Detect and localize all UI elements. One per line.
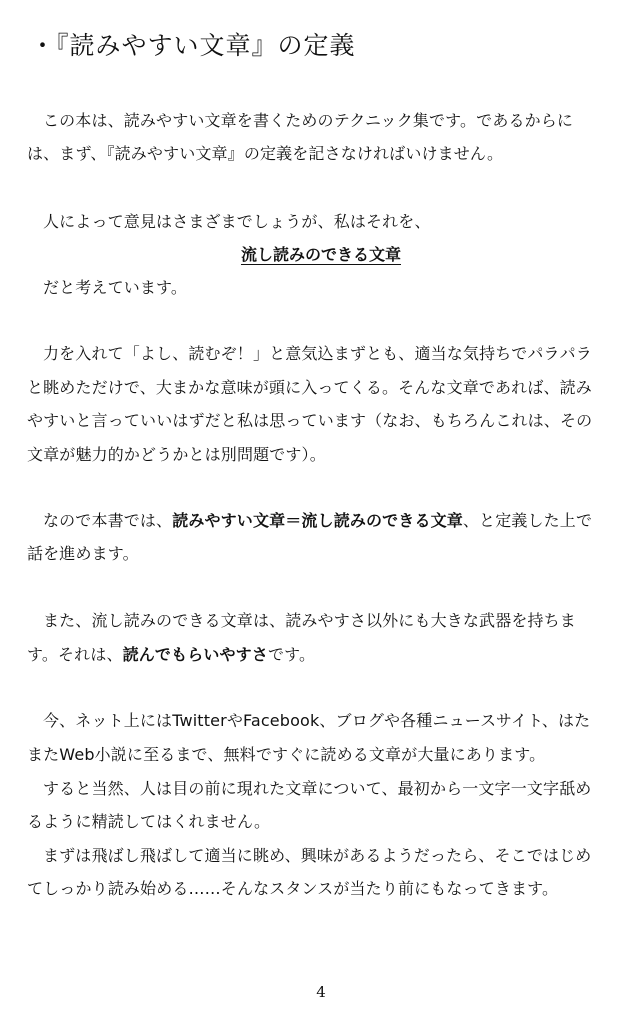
para2-line3: だと考えています。 bbox=[43, 278, 188, 297]
para1-line1: この本は、読みやすい文章を書くためのテクニック集です。であるからに bbox=[43, 111, 574, 130]
para3-line1: 力を入れて「よし、読むぞ！」と意気込まずとも、適当な気持ちでパラパラ bbox=[43, 344, 592, 363]
para4-line1 bbox=[43, 510, 592, 532]
para6-line2: またWeb小説に至るまで、無料ですぐに読める文章が大量にあります。 bbox=[27, 745, 546, 764]
para3-line3: やすいと言っていいはずだと私は思っています（なお、もちろんこれは、その bbox=[27, 411, 593, 430]
section-heading: ・『読みやすい文章』の定義 bbox=[30, 31, 356, 60]
para5-bold-phrase: 読んでもらいやすさ bbox=[122, 645, 268, 664]
para3-line4: 文章が魅力的かどうかとは別問題です）。 bbox=[27, 445, 326, 464]
para6-line5: まずは飛ばし飛ばして適当に眺め、興味があるようだったら、そこではじめ bbox=[43, 846, 592, 865]
page-number: 4 bbox=[316, 983, 326, 1001]
para2-line1: 人によって意見はさまざまでしょうが、私はそれを、 bbox=[43, 212, 431, 231]
para6-line4: るように精読してはくれません。 bbox=[27, 812, 271, 831]
para4-bold-definition: 読みやすい文章＝流し読みのできる文章 bbox=[172, 511, 463, 530]
para5-line2-pre: す。それは、 bbox=[27, 645, 123, 664]
para4-line2: 話を進めます。 bbox=[27, 544, 139, 563]
definition-emphasis: 流し読みのできる文章 bbox=[240, 245, 401, 264]
para3-line2: と眺めただけで、大まかな意味が頭に入ってくる。そんな文章であれば、読み bbox=[27, 378, 592, 397]
para4-post: 、と定義した上で bbox=[462, 511, 593, 530]
para1-line2: は、まず、『読みやすい文章』の定義を記さなければいけません。 bbox=[27, 144, 504, 163]
para4-pre: なので本書では、 bbox=[43, 511, 173, 530]
para5-line1: また、流し読みのできる文章は、読みやすさ以外にも大きな武器を持ちま bbox=[43, 611, 576, 630]
para6-line3: すると当然、人は目の前に現れた文章について、最初から一文字一文字舐め bbox=[43, 779, 592, 798]
para5-line2 bbox=[27, 644, 315, 666]
para6-line1: 今、ネット上にはTwitterやFacebook、ブログや各種ニュースサイト、はた bbox=[43, 711, 591, 730]
para5-line2-post: です。 bbox=[267, 645, 316, 664]
para6-line6: てしっかり読み始める……そんなスタンスが当たり前にもなってきます。 bbox=[27, 879, 559, 898]
